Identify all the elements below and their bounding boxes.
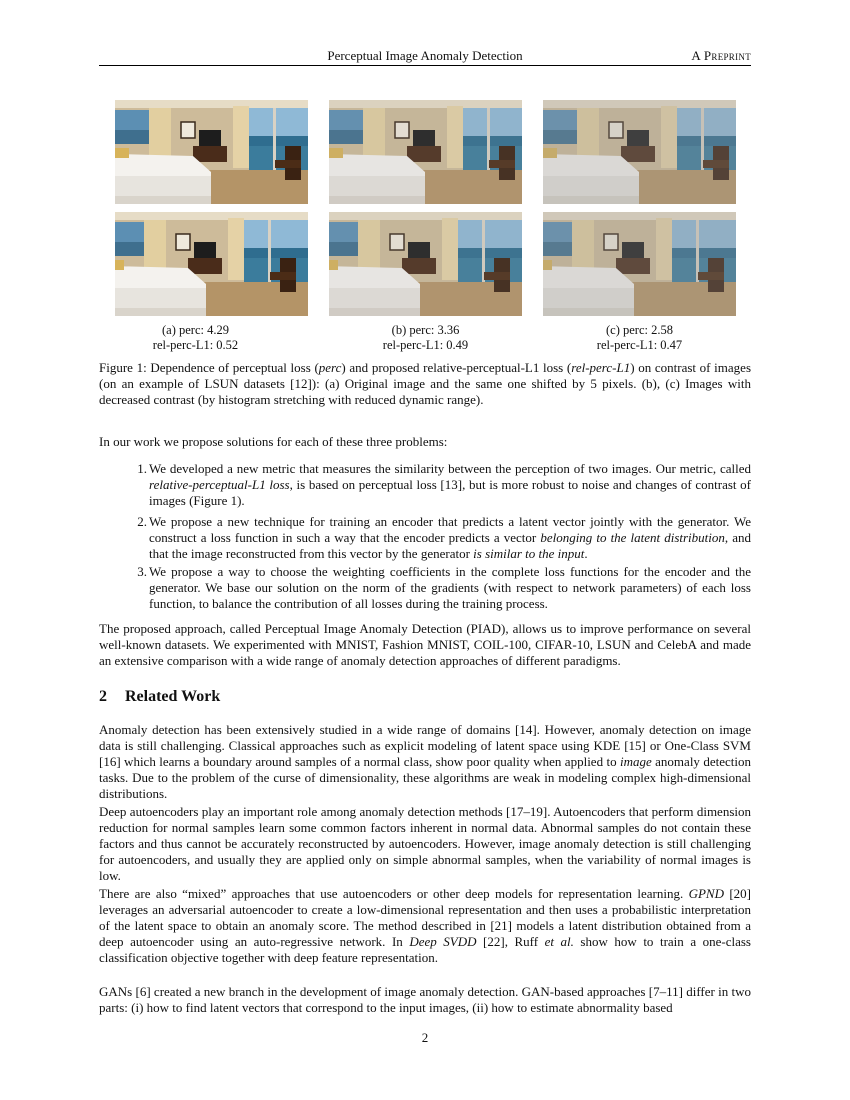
related-paragraph-2: Deep autoencoders play an important role among anomaly detection methods [17–19]. Autoencoders that perform dimension reduction for normal samples learn some common factors inherent in normal data. Abnormal samples do not contain these factors and thus cannot be accurately reconstructed by autoencoders. However, image anomaly detection is still challenging for autoencoders, and usually they are applied only on simple abnormal samples, when the variability of normal images is low. — [99, 804, 751, 883]
paper-page: Perceptual Image Anomaly Detection A Preprint (a) perc: 4.29 rel-perc-L1: 0.52 (b) perc: 3.36 rel-perc-L1: 0.49 (c) perc: 2.58 rel-perc-L1: 0.47 Figure 1: Dependence of perceptual loss (perc) and proposed relative-perceptual-L1 loss (rel-perc-L1) on contrast of images (on an example of LSUN datasets [12]): (a) Original image and the same one shifted by 5 pixels. (b), (c) Images with decreased contrast (by histogram stretching with reduced dynamic range). In our work we propose solutions for each of these three problems: 1. We developed a new metric that measures the similarity between the perception of two images. Our metric, called relative-perceptual-L1 loss, is based on perceptual loss [13], but is more robust to noise and changes of contrast of images (Figure 1). 2. We propose a new technique for training an encoder that predicts a latent vector jointly with the generator. We construct a loss function in such a way that the encoder predicts a vector belonging to the latent distribution, and that the image reconstructed from this vector by the generator is similar to the input. 3. We propose a way to choose the weighting coefficients in the complete loss functions for the encoder and the generator. We base our solution on the norm of the gradients (with respect to network parameters) of each loss function, to balance the contribution of all losses during the training process. The proposed approach, called Perceptual Image Anomaly Detection (PIAD), allows us to improve performance on several well-known datasets. We experimented with MNIST, Fashion MNIST, COIL-100, CIFAR-10, LSUN and CelebA and made an extensive comparison with a wide range of anomaly detection approaches of different paradigms. 2 Related Work Anomaly detection has been extensively studied in a wide range of domains [14]. However, anomaly detection on image data is still challenging. Classical approaches such as explicit modeling of latent space using KDE [15] or One-Class SVM [16] which learns a boundary around samples of a normal class, show poor quality when applied to image anomaly detection tasks. Due to the problem of the curse of dimensionality, these algorithms are weak in modeling complex high-dimensional distributions. Deep autoencoders play an important role among anomaly detection methods [17–19]. Autoencoders that perform dimension reduction for normal samples learn some common factors inherent in normal data. Abnormal samples do not contain these factors and thus cannot be accurately reconstructed by autoencoders. However, image anomaly detection is still challenging for autoencoders, and usually they are applied only on simple abnormal samples, when the variability of normal images is low. There are also “mixed” approaches that use autoencoders or other deep models for representation learning. GPND [20] leverages an adversarial autoencoder to create a low-dimensional representation and then uses a probabilistic interpretation of the latent space to obtain an anomaly score. The method described in [21] models a latent distribution obtained from a deep autoencoder using an auto-regressive network. In Deep SVDD [22], Ruff et al. show how to train a one-class classification objective together with deep feature representation. GANs [6] created a new branch in the development of image anomaly detection. GAN-based approaches [7–11] differ in two parts: (i) how to find latent vectors that correspond to the input images, (ii) how to estimate abnormality based 2 — [0, 0, 850, 1100]
related-paragraph-3: There are also “mixed” approaches that use autoencoders or other deep models for representation learning. GPND [20] leverages an adversarial autoencoder to create a low-dimensional representation and then uses a probabilistic interpretation of the latent space to obtain an anomaly score. The method described in [21] models a latent distribution obtained from a deep autoencoder using an auto-regressive network. In Deep SVDD [22], Ruff et al. show how to train a one-class classification objective together with deep feature representation. — [99, 886, 751, 965]
running-header — [99, 48, 751, 66]
bedroom-photo-a-top — [115, 100, 308, 204]
page-number: 2 — [421, 1030, 429, 1045]
subcaption-c: (c) perc: 2.58 rel-perc-L1: 0.47 — [596, 323, 683, 352]
bedroom-photo-b-bottom — [329, 212, 522, 316]
subcaption-b: (b) perc: 3.36 rel-perc-L1: 0.49 — [382, 323, 469, 352]
bedroom-photo-b-top — [329, 100, 522, 204]
section-heading: 2 Related Work — [99, 688, 221, 705]
intro-paragraph: In our work we propose solutions for each of these three problems: — [99, 434, 448, 449]
bedroom-photo-c-top — [543, 100, 736, 204]
bedroom-photo-a-bottom — [115, 212, 308, 316]
figure-caption: Figure 1: Dependence of perceptual loss (perc) and proposed relative-perceptual-L1 loss (rel-perc-L1) on contrast of images (on an example of LSUN datasets [12]): (a) Original image and the same one shifted by 5 pixels. (b), (c) Images with decreased contrast (by histogram stretching with reduced dynamic range). — [99, 360, 751, 407]
related-paragraph-4: GANs [6] created a new branch in the development of image anomaly detection. GAN-based approaches [7–11] differ in two parts: (i) how to find latent vectors that correspond to the input images, (ii) how to estimate abnormality based — [99, 984, 751, 1015]
related-paragraph-1: Anomaly detection has been extensively studied in a wide range of domains [14]. However, anomaly detection on image data is still challenging. Classical approaches such as explicit modeling of latent space using KDE [15] or One-Class SVM [16] which learns a boundary around samples of a normal class, show poor quality when applied to image anomaly detection tasks. Due to the problem of the curse of dimensionality, these algorithms are weak in modeling complex high-dimensional distributions. — [99, 722, 751, 801]
preprint-tag: A Preprint — [691, 48, 751, 63]
running-title: Perceptual Image Anomaly Detection — [327, 48, 523, 63]
subcaption-a: (a) perc: 4.29 rel-perc-L1: 0.52 — [152, 323, 239, 352]
header-rule — [99, 65, 751, 66]
piad-paragraph: The proposed approach, called Perceptual Image Anomaly Detection (PIAD), allows us to improve performance on several well-known datasets. We experimented with MNIST, Fashion MNIST, COIL-100, CIFAR-10, LSUN and CelebA and made an extensive comparison with a wide range of anomaly detection approaches of different paradigms. — [99, 621, 751, 668]
bedroom-photo-c-bottom — [543, 212, 736, 316]
